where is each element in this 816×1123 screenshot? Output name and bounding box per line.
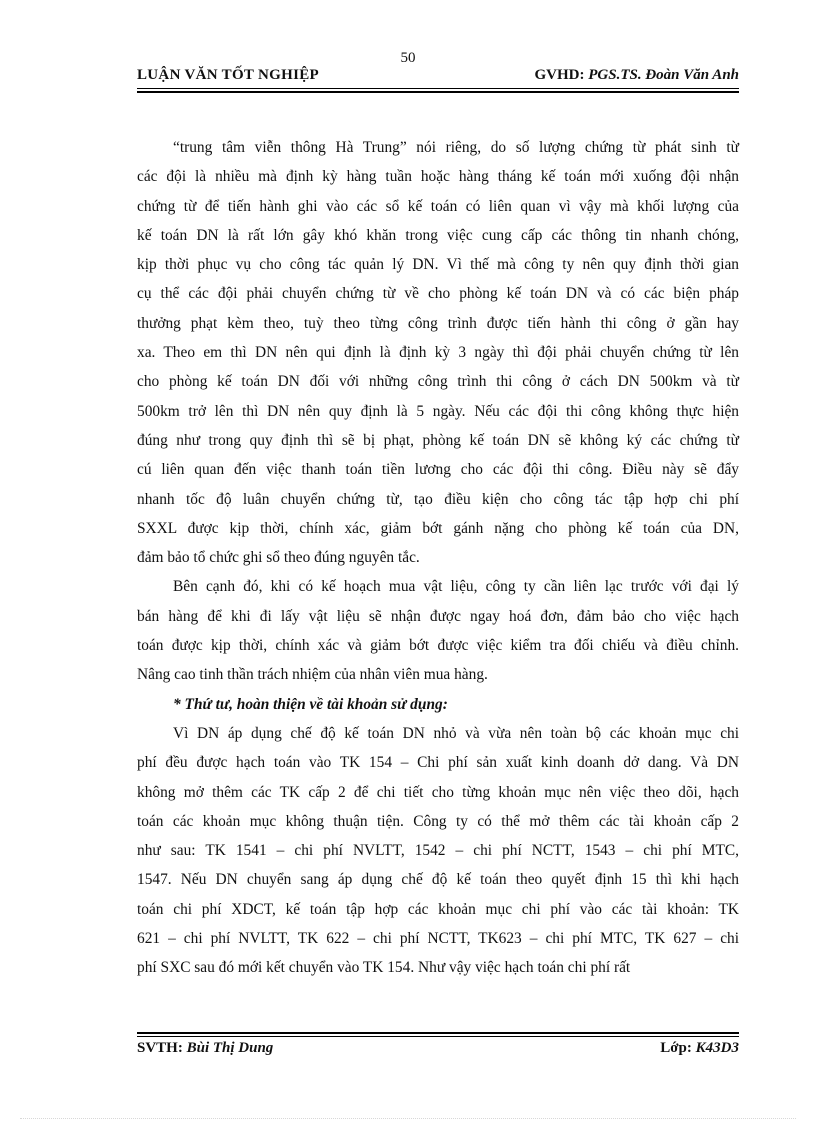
text-line: toán được kịp thời, chính xác và giảm bớt được việc kiểm tra đối chiếu và điều chỉnh.: [137, 637, 739, 655]
advisor-label: GVHD:: [534, 67, 585, 83]
text-line: “trung tâm viễn thông Hà Trung” nói riêng, do số lượng chứng từ phát sinh từ: [173, 139, 739, 156]
text-line: 621 – chi phí NVLTT, TK 622 – chi phí NCTT, TK623 – chi phí MTC, TK 627 – chi: [137, 930, 739, 948]
text-line: xa. Theo em thì DN nên qui định là định kỳ 3 ngày thì đội phải chuyển chứng từ lên: [137, 344, 739, 362]
text-line: kế toán DN là rất lớn gây khó khăn trong việc cung cấp các thông tin nhanh chóng,: [137, 226, 739, 244]
thesis-title: LUẬN VĂN TỐT NGHIỆP: [137, 67, 319, 83]
class: [660, 1040, 739, 1057]
text-line: SXXL được kịp thời, chính xác, giảm bớt gánh nặng cho phòng kế toán của DN,: [137, 519, 739, 537]
student-name: Bùi Thị Dung: [186, 1040, 274, 1056]
text-line: cú liên quan đến việc thanh toán tiền lương cho các đội thi công. Điều này sẽ đẩy: [137, 461, 739, 479]
text-line: toán chi phí XDCT, kế toán tập hợp các khoản mục chi phí vào các tài khoản: TK: [137, 900, 739, 918]
page-header: [137, 67, 739, 87]
text-line: Vì DN áp dụng chế độ kế toán DN nhỏ và vừa nên toàn bộ các khoản mục chi: [173, 724, 739, 742]
document-body: [137, 133, 739, 983]
student: [137, 1040, 273, 1057]
header-rule: [137, 88, 739, 93]
text-line: cụ thể các đội phải chuyển chứng từ về cho phòng kế toán DN và có các biện pháp: [137, 285, 739, 303]
text-line: cho phòng kế toán DN đối với những công trình thi công ở cách DN 500km và từ: [137, 373, 739, 391]
footer-rule: [137, 1032, 739, 1037]
text-line: toán các khoản mục không thuận tiện. Công ty có thể mở thêm các tài khoản cấp 2: [137, 812, 739, 830]
text-line: 500km trở lên thì DN nên quy định là 5 ngày. Nếu các đội thi công không thực hiện: [137, 402, 739, 420]
text-line: bán hàng để khi đi lấy vật liệu sẽ nhận được ngay hoá đơn, đảm bảo cho việc hạch: [137, 607, 739, 625]
text-line: chứng từ để tiến hành ghi vào các sổ kế toán có liên quan vì vậy mà khối lượng của: [137, 197, 739, 215]
text-line: đảm bảo tổ chức ghi sổ theo đúng nguyên tắc.: [137, 549, 420, 567]
class-label: Lớp:: [660, 1040, 692, 1056]
student-label: SVTH:: [137, 1040, 183, 1056]
advisor-name: PGS.TS. Đoàn Văn Anh: [588, 67, 739, 83]
text-line: như sau: TK 1541 – chi phí NVLTT, 1542 – chi phí NCTT, 1543 – chi phí MTC,: [137, 842, 739, 860]
text-line: đúng như trong quy định thì sẽ bị phạt, phòng kế toán DN sẽ không ký các chứng từ: [137, 431, 739, 449]
text-line: Bên cạnh đó, khi có kế hoạch mua vật liệu, công ty cần liên lạc trước với đại lý: [173, 578, 739, 596]
page-edge-dots: [20, 1118, 796, 1119]
text-line: Nâng cao tinh thần trách nhiệm của nhân viên mua hàng.: [137, 666, 488, 684]
text-line: không mở thêm các TK cấp 2 để chi tiết cho từng khoản mục nên việc theo dõi, hạch: [137, 783, 739, 801]
page-number: 50: [400, 50, 416, 66]
text-line: thưởng phạt kèm theo, tuỳ theo từng công trình được tiến hành thi công ở gần hay: [137, 314, 739, 332]
text-line: kịp thời phục vụ cho công tác quản lý DN. Vì thế mà công ty nên quy định thời gian: [137, 256, 739, 274]
section-heading: * Thứ tư, hoàn thiện về tài khoản sử dụng:: [173, 695, 448, 713]
advisor: [535, 67, 740, 84]
text-line: các đội là nhiều mà định kỳ hàng tuần hoặc hàng tháng kế toán mới xuống đội nhận: [137, 168, 739, 186]
class-value: K43D3: [695, 1040, 739, 1056]
text-line: phí đều được hạch toán vào TK 154 – Chi phí sản xuất kinh doanh dở dang. Và DN: [137, 754, 739, 772]
text-line: nhanh tốc độ luân chuyển chứng từ, tạo điều kiện cho công tác tập hợp chi phí: [137, 490, 739, 508]
text-line: phí SXC sau đó mới kết chuyển vào TK 154. Như vậy việc hạch toán chi phí rất: [137, 959, 631, 977]
text-line: 1547. Nếu DN chuyển sang áp dụng chế độ kế toán theo quyết định 15 thì khi hạch: [137, 871, 739, 889]
